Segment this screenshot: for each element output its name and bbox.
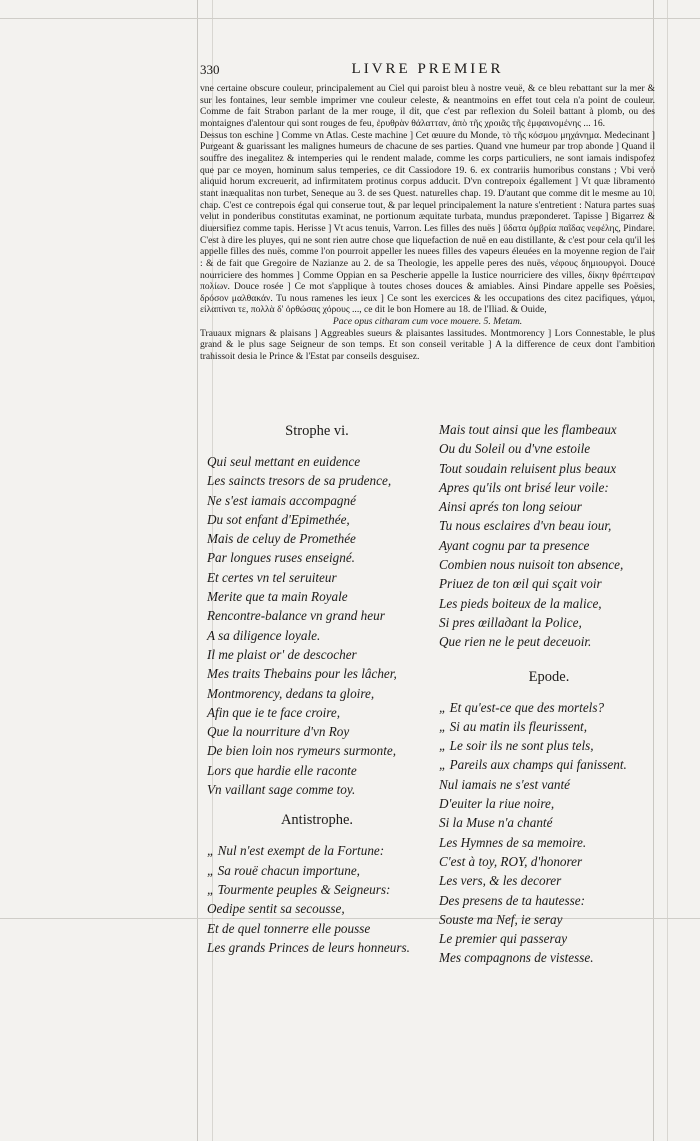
verse-line: „ Et qu'est-ce que des mortels? [439,699,605,715]
margin-line-right [667,0,668,1141]
verse-line: C'est à toy, ROY, d'honorer [439,853,583,869]
binding-line-left [197,0,198,1141]
verse-line: Que la nourriture d'vn Roy [207,724,350,740]
verse-line: Lors que hardie elle raconte [207,762,357,778]
verse-line: Si la Muse n'a chanté [439,815,553,831]
verse-line: Oedipe sentit sa secousse, [207,901,345,917]
verse-line: Par longues ruses enseigné. [207,550,355,566]
verse-line: „ Sa rouë chacun importune, [207,862,360,878]
commentary-quotation: Pace opus citharam cum voce mouere. 5. Metam. [332,316,523,328]
poem-column-right [439,420,659,968]
verse-line: Les grands Princes de leurs honneurs. [207,939,410,955]
verse-line: „ Pareils aux champs qui fanissent. [439,757,627,773]
verse-line: Ainsi aprés ton long seiour [439,499,582,515]
rule-top [0,18,700,19]
verse-line: Mes traits Thebains pour les lâcher, [207,666,397,682]
verse-line: Priuez de ton œil qui sçait voir [439,576,602,592]
strophe-heading: Strophe vi. [285,423,349,439]
verse-line: Mais tout ainsi que les flambeaux [439,422,617,437]
verse-line: „ Tourmente peuples & Seigneurs: [207,881,391,897]
commentary-paragraph: Trauaux mignars & plaisans ] Aggreables sueurs & plaisantes lassitudes. Montmorency ] Lors Connestable, le plus grand & le plus sage Seigneur de son temps. Et son conseil veritable ] A la difference de ceux dont l'ambition trahissoit desia le Prince & l'Estat par conseils desguisez. [200,327,655,363]
page-number: 330 [200,62,220,77]
verse-line: Et de quel tonnerre elle pousse [207,920,371,936]
strophe-verse [207,452,427,799]
running-title: LIVRE PREMIER [351,61,504,77]
verse-line: Il me plaist or' de descocher [207,646,357,662]
verse-line: Les vers, & les decorer [439,873,562,889]
verse-line: Des presens de ta hautesse: [439,892,586,908]
verse-line: D'euiter la riue noire, [439,796,555,812]
verse-line: Ayant cognu par ta presence [439,537,590,553]
verse-line: Vn vaillant sage comme toy. [207,782,356,798]
verse-line: De bien loin nos rymeurs surmonte, [207,743,397,759]
verse-line: Si pres œillадant la Police, [439,614,582,630]
verse-line: Mes compagnons de vistesse. [439,950,594,966]
poem-column-left [207,420,427,957]
verse-line: Tu nous esclaires d'vn beau iour, [439,518,612,534]
epode-heading: Epode. [528,668,570,685]
verse-line: Du sot enfant d'Epimethée, [207,511,350,527]
verse-line: Le premier qui passeray [439,931,568,947]
verse-line: „ Si au matin ils fleurissent, [439,718,588,734]
commentary-paragraph: vne certaine obscure couleur, principalement au Ciel qui paroist bleu à nostre veuë, & ce bleu rebattant sur la mer & sur les fontaines, leur semble imprimer vne couleur celeste, & neantmoins en effet tout cela n'a point de couleur. Comme de fait Strabon parlant de la mer rouge, il dit, que c'est par reflexion du Soleil battant à plomb, ou des montaignes d'alentour qui sont rouges de feu, ἐρυθρὰν θάλατταν, ἀπὸ τῆς χροιᾶς τῆς ἐμφαινομένης ... 16. [200,83,655,129]
verse-line: Afin que ie te face croire, [207,704,341,720]
verse-line: Ou du Soleil ou d'vne estoile [439,441,591,457]
antistrophe-heading: Antistrophe. [280,812,354,829]
verse-line: Que rien ne le peut deceuoir. [439,634,592,650]
verse-line: Tout soudain reluisent plus beaux [439,460,617,476]
verse-line: Les Hymnes de sa memoire. [439,834,587,850]
verse-line: Et certes vn tel seruiteur [207,569,337,585]
verse-line: Montmorency, dedans ta gloire, [207,685,375,701]
antistrophe-verse [207,841,427,957]
verse-line: Combien nous nuisoit ton absence, [439,557,624,573]
verse-line: Les saincts tresors de sa prudence, [207,473,392,489]
verse-line: Rencontre-balance vn grand heur [207,608,385,624]
page-header [200,62,655,80]
verse-line: Mais de celuy de Promethée [207,531,356,547]
epode-verse [439,698,659,968]
verse-line: Les pieds boiteux de la malice, [439,595,602,611]
verse-line: Souste ma Nef, ie seray [439,911,563,927]
verse-line: Apres qu'ils ont brisé leur voile: [439,479,609,495]
commentary-paragraph: Dessus ton eschine ] Comme vn Atlas. Ceste machine ] Cet œuure du Monde, τὸ τῆς κόσμου μηχάνημα. Medecinant ] Purgeant & guarissant les malignes humeurs de chacune de ses parties. Quand vne humeur par trop abonde ] Quand il souffre des inegalitez & intemperies qui le rendent malade, comme les corps particuliers, ne sont iamais indispofez que par ce moyen, hominum salus temperies, ce dit Cassiodore 19. 6. ex contrariis humoribus constans ; Vbi verò aliquid horum excreuerit, ad infirmitatem protinus corpus adducit. D'vn contrepoix égallement ] Vt quæ libramento stant inæqualitas non turbet, Seneque au 3. de ses Quest. naturelles chap. 19. D'autant que comme dit le mesme au 10. chap. C'est ce contrepois égal qui conserue tout, & par lequel principalement la nature s'entretient : Natura partes suas velut in ponderibus constitutas examinat, ne portionum æquitate turbata, mundus præponderet. Tapisse ] Bigarrez & diuersifiez comme tapis. Herisse ] Vt acus tenuis, Varron. Les filles des nuës ] ὕδατα ὀμβρία παῖδας νεφέλης, Pindare. C'est à dire les pluyes, qui ne sont rien autre chose que liquefaction de nuë en eau distillante, & c'est pour cela qu'il les appelle filles des nuës, comme l'on pourroit appeller les nuees filles des vapeurs éleuées en la moyenne region de l'air : & de fait que Gregoire de Nazianze au 2. de sa Theologie, les appelle peres des nuës, νέφους δημιουργοὶ. Douce nourriciere des hommes ] Comme Oppian en sa Pescherie appelle la Iustice nourriciere des villes, δίκην θρέπτειραν πολίων. Douce rosée ] Ce mot s'applique à toutes choses douces & amiables. Ainsi Pindare appelle ses Poësies, δρόσον μαλθακάν. Tu nous ramenes les ieux ] Ce sont les exercices & les occupations des citez pacifiques, γάμοι, εἰλαπίναι τε, πολλὰ δ' ὀρθώσας χόρους ..., ce dit le bon Homere au 18. de l'Iliad. & Ouide, [200,129,655,316]
verse-line: Ne s'est iamais accompagné [207,492,356,508]
verse-line: Nul iamais ne s'est vanté [439,776,571,792]
verse-line: „ Le soir ils ne sont plus tels, [439,738,594,754]
verse-line: A sa diligence loyale. [207,627,321,643]
commentary-block [200,83,655,363]
verse-line: Merite que ta main Royale [207,589,348,605]
verse-line: „ Nul n'est exempt de la Fortune: [207,843,385,859]
verse-line: Qui seul mettant en euidence [207,454,361,469]
antistrophe-verse-continued [439,420,659,652]
